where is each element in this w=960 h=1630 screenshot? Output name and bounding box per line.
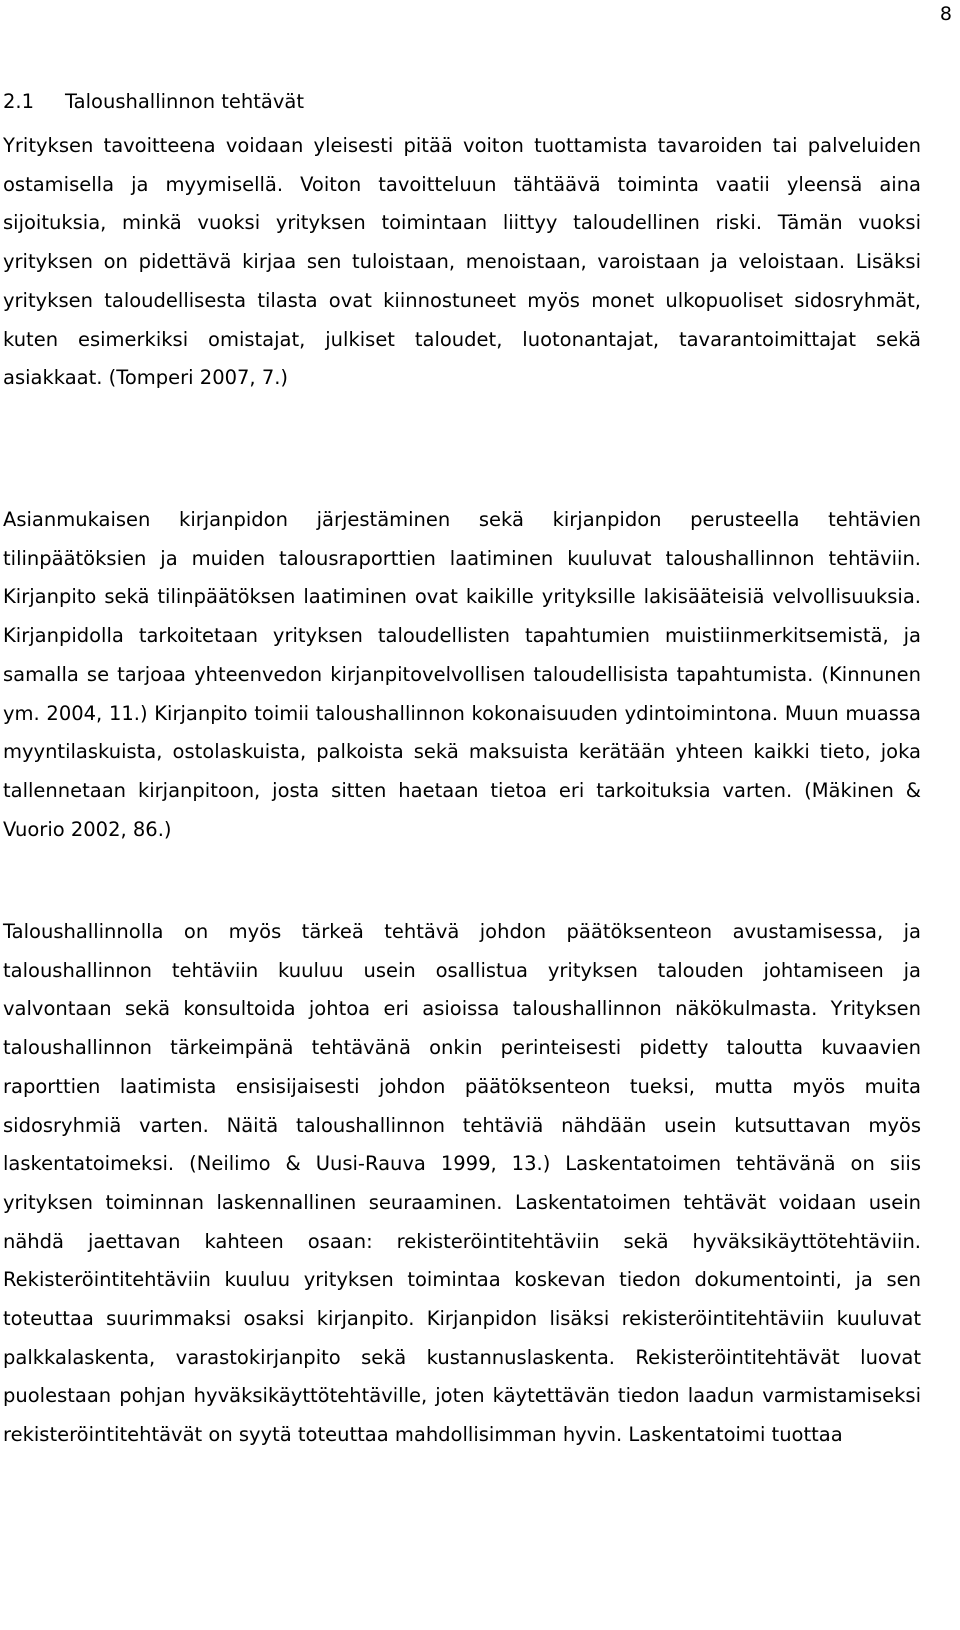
body-paragraph-3: Taloushallinnolla on myös tärkeä tehtävä johdon päätöksenteon avustamisessa, ja taloushallinnon tehtäviin kuuluu usein osallistua yrityksen talouden johtamiseen ja valvontaan sekä konsultoida johtoa eri asioissa taloushallinnon näkökulmasta. Yrityksen taloushallinnon tärkeimpänä tehtävänä onkin perinteisesti pidetty taloutta kuvaavien raporttien laatimista ensisijaisesti johdon päätöksenteon tueksi, mutta myös muita sidosryhmiä varten. Näitä taloushallinnon tehtäviä nähdään usein kutsuttavan myös laskentatoimeksi. (Neilimo & Uusi-Rauva 1999, 13.) Laskentatoimen tehtävänä on siis yrityksen toiminnan laskennallinen seuraaminen. Laskentatoimen tehtävät voidaan usein nähdä jaettavan kahteen osaan: rekisteröintitehtäviin sekä hyväksikäyttötehtäviin. Rekisteröintitehtäviin kuuluu yrityksen toimintaa koskevan tiedon dokumentointi, ja sen toteuttaa suurimmaksi osaksi kirjanpito. Kirjanpidon lisäksi rekisteröintitehtäviin kuuluvat palkkalaskenta, varastokirjanpito sekä kustannuslaskenta. Rekisteröintitehtävät luovat puolestaan pohjan hyväksikäyttötehtäville, joten käytettävän tiedon laadun varmistamiseksi rekisteröintitehtävät on syytä toteuttaa mahdollisimman hyvin. Laskentatoimi tuottaa — [3, 920, 921, 1447]
page-number: 8 — [939, 3, 952, 25]
section-heading — [3, 88, 304, 116]
section-title: Taloushallinnon tehtävät — [65, 90, 304, 113]
section-number: 2.1 — [3, 90, 35, 113]
body-paragraph-1: Yrityksen tavoitteena voidaan yleisesti pitää voiton tuottamista tavaroiden tai palveluiden ostamisella ja myymisellä. Voiton tavoitteluun tähtäävä toiminta vaatii yleensä aina sijoituksia, minkä vuoksi yrityksen toimintaan liittyy taloudellinen riski. Tämän vuoksi yrityksen on pidettävä kirjaa sen tuloistaan, menoistaan, varoistaan ja veloistaan. Lisäksi yrityksen taloudellisesta tilasta ovat kiinnostuneet myös monet ulkopuoliset sidosryhmät, kuten esimerkiksi omistajat, julkiset taloudet, luotonantajat, tavarantoimittajat sekä asiakkaat. (Tomperi 2007, 7.) — [3, 134, 921, 390]
body-paragraph-2: Asianmukaisen kirjanpidon järjestäminen sekä kirjanpidon perusteella tehtävien tilinpäätöksien ja muiden talousraporttien laatiminen kuuluvat taloushallinnon tehtäviin. Kirjanpito sekä tilinpäätöksen laatiminen ovat kaikille yrityksille lakisääteisiä velvollisuuksia. Kirjanpidolla tarkoitetaan yrityksen taloudellisten tapahtumien muistiinmerkitsemistä, ja samalla se tarjoaa yhteenvedon kirjanpitovelvollisen taloudellisista tapahtumista. (Kinnunen ym. 2004, 11.) Kirjanpito toimii taloushallinnon kokonaisuuden ydintoimintona. Muun muassa myyntilaskuista, ostolaskuista, palkoista sekä maksuista kerätään yhteen kaikki tieto, joka tallennetaan kirjanpitoon, josta sitten haetaan tietoa eri tarkoituksia varten. (Mäkinen & Vuorio 2002, 86.) — [3, 508, 921, 841]
